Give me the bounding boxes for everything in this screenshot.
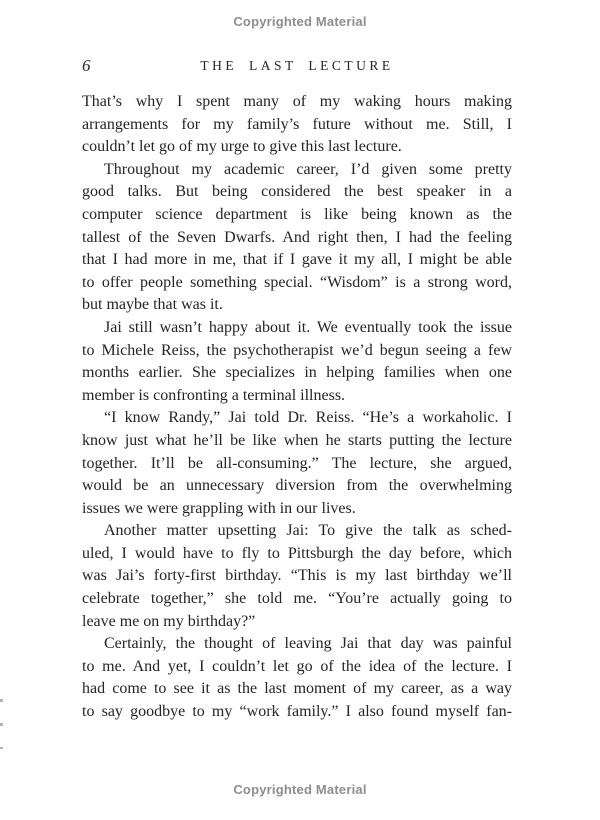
text-line: member is confronting a terminal illness. xyxy=(82,386,346,404)
text-line: Certainly, the thought of leaving Jai that day was painful xyxy=(104,635,512,653)
text-line: but maybe that was it. xyxy=(82,296,223,314)
text-line: to Michele Reiss, the psychotherapist we’d begun seeing a few xyxy=(82,341,512,359)
text-line: couldn’t let go of my urge to give this last lecture. xyxy=(82,138,402,156)
scan-artifact xyxy=(0,723,3,726)
text-line: arrangements for my family’s future without me. Still, I xyxy=(82,115,512,133)
copyright-notice-bottom: Copyrighted Material xyxy=(233,782,367,797)
text-line: uled, I would have to fly to Pittsburgh the day before, which xyxy=(82,544,512,562)
text-line: leave me on my birthday?” xyxy=(82,612,256,630)
text-line: Jai still wasn’t happy about it. We eventually took the issue xyxy=(104,318,512,336)
text-line: months earlier. She specializes in helping families when one xyxy=(82,364,512,382)
page-number: 6 xyxy=(82,56,91,75)
text-line: would be an unnecessary diversion from the overwhelming xyxy=(82,477,512,495)
text-line: that I had more in me, that if I gave it my all, I might be able xyxy=(82,251,512,269)
scan-artifact xyxy=(0,747,3,749)
text-line: computer science department is like being known as the xyxy=(82,205,512,223)
text-line: know just what he’ll be like when he starts putting the lecture xyxy=(82,431,512,449)
text-line: Another matter upsetting Jai: To give the talk as sched- xyxy=(104,522,512,540)
paragraph xyxy=(82,91,512,159)
paragraph xyxy=(82,520,512,633)
copyright-notice-top: Copyrighted Material xyxy=(233,14,367,29)
text-line: “I know Randy,” Jai told Dr. Reiss. “He’s a workaholic. I xyxy=(104,409,512,427)
text-line: was Jai’s forty-first birthday. “This is my last birthday we’ll xyxy=(82,567,512,585)
paragraph xyxy=(82,317,512,407)
scan-artifact xyxy=(0,699,3,702)
paragraph xyxy=(82,407,512,520)
text-line: to say goodbye to my “work family.” I also found myself fan- xyxy=(82,703,512,721)
text-line: to me. And yet, I couldn’t let go of the idea of the lecture. I xyxy=(82,657,512,675)
text-line: had come to see it as the last moment of my career, as a way xyxy=(82,680,512,698)
text-line: tallest of the Seven Dwarfs. And right then, I had the feeling xyxy=(82,228,512,246)
paragraph xyxy=(82,633,512,723)
text-line: issues we were grappling with in our lives. xyxy=(82,499,356,517)
running-header-title: THE LAST LECTURE xyxy=(200,58,394,73)
page-header xyxy=(82,56,512,76)
text-line: together. It’ll be all-consuming.” The lecture, she argued, xyxy=(82,454,512,472)
text-line: to offer people something special. “Wisdom” is a strong word, xyxy=(82,273,512,291)
text-line: Throughout my academic career, I’d given some pretty xyxy=(104,160,512,178)
paragraph xyxy=(82,159,512,317)
text-line: That’s why I spent many of my waking hours making xyxy=(82,93,512,110)
text-line: celebrate together,” she told me. “You’re actually going to xyxy=(82,590,512,608)
text-line: good talks. But being considered the best speaker in a xyxy=(82,183,512,201)
body-text xyxy=(82,91,512,724)
